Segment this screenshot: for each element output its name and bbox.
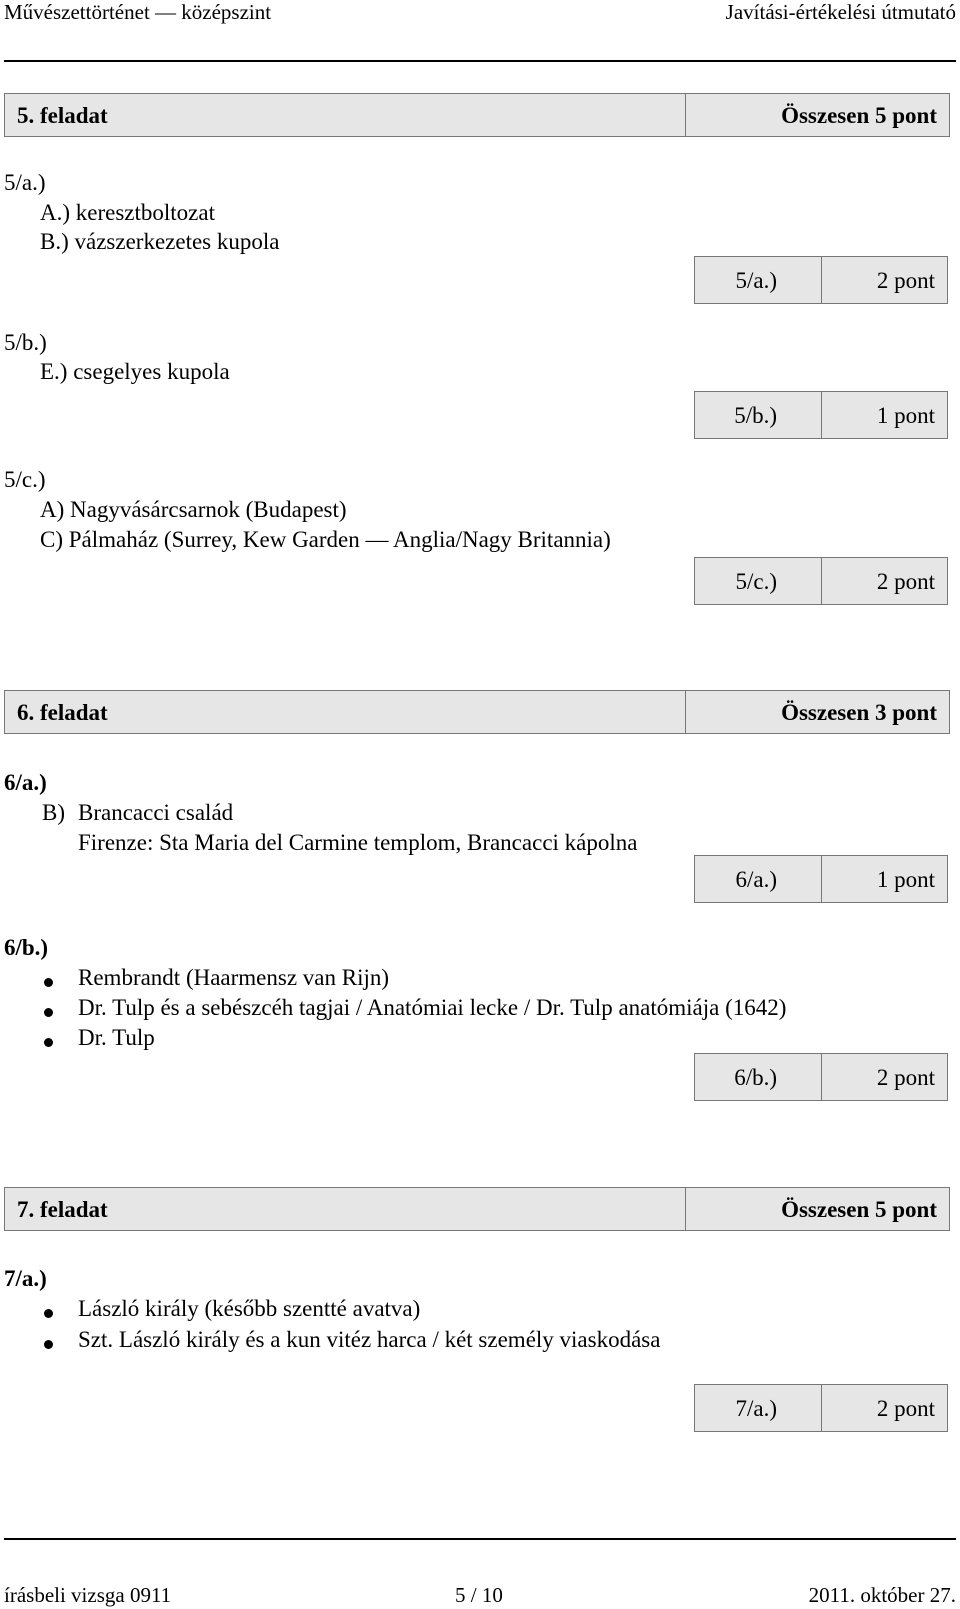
task6a-line-1: Brancacci család bbox=[78, 800, 234, 825]
task6a-score-label: 6/a.) bbox=[735, 867, 777, 892]
task5b-score-box bbox=[694, 391, 948, 439]
bullet-icon bbox=[44, 978, 53, 987]
task5b-score-points: 1 pont bbox=[876, 403, 935, 428]
task6b-bullet-1: Rembrandt (Haarmensz van Rijn) bbox=[78, 965, 390, 990]
task6b-bullet-2: Dr. Tulp és a sebészcéh tagjai / Anatómiai lecke / Dr. Tulp anatómiája (1642) bbox=[78, 995, 787, 1020]
task5b-score-label: 5/b.) bbox=[734, 403, 777, 428]
footer-page-number: 5 / 10 bbox=[455, 1583, 503, 1607]
task6-header-divider bbox=[685, 691, 686, 733]
task6a-score-box bbox=[694, 855, 948, 903]
footer-rule bbox=[4, 1538, 956, 1540]
task6-header bbox=[4, 690, 950, 734]
task7a-score-label: 7/a.) bbox=[735, 1396, 777, 1421]
task7a-bullet-1: László király (később szentté avatva) bbox=[78, 1296, 421, 1321]
footer-date: 2011. október 27. bbox=[808, 1583, 956, 1607]
footer-left: írásbeli vizsga 0911 bbox=[4, 1583, 172, 1607]
task6b-label: 6/b.) bbox=[4, 935, 49, 960]
task5c-line-2: C) Pálmaház (Surrey, Kew Garden — Anglia/Nagy Britannia) bbox=[40, 527, 611, 552]
task7-total: Összesen 5 pont bbox=[781, 1197, 937, 1222]
task5c-score-points: 2 pont bbox=[876, 569, 935, 594]
task6-title: 6. feladat bbox=[17, 700, 108, 725]
task6b-score-points: 2 pont bbox=[876, 1065, 935, 1090]
task6a-label: 6/a.) bbox=[4, 770, 47, 795]
task5b-line-1: E.) csegelyes kupola bbox=[40, 359, 230, 384]
task7-title: 7. feladat bbox=[17, 1197, 108, 1222]
task5a-line-1: A.) keresztboltozat bbox=[40, 200, 215, 225]
task5b-label: 5/b.) bbox=[4, 330, 47, 355]
header-rule bbox=[4, 60, 956, 62]
task5a-score-points: 2 pont bbox=[876, 268, 935, 293]
task7a-label: 7/a.) bbox=[4, 1266, 47, 1291]
task5a-score-label: 5/a.) bbox=[735, 268, 777, 293]
task5c-score-box bbox=[694, 557, 948, 605]
bullet-icon bbox=[44, 1340, 53, 1349]
task5c-score-label: 5/c.) bbox=[735, 569, 777, 594]
task7-header bbox=[4, 1187, 950, 1231]
task6a-score-points: 1 pont bbox=[876, 867, 935, 892]
task7a-score-box bbox=[694, 1384, 948, 1432]
task7a-bullet-2: Szt. László király és a kun vitéz harca / két személy viaskodása bbox=[78, 1327, 661, 1352]
task5a-line-2: B.) vázszerkezetes kupola bbox=[40, 229, 280, 254]
task5c-line-1: A) Nagyvásárcsarnok (Budapest) bbox=[40, 497, 347, 522]
task5c-label: 5/c.) bbox=[4, 467, 46, 492]
task5-total: Összesen 5 pont bbox=[781, 103, 937, 128]
task6b-score-label: 6/b.) bbox=[734, 1065, 777, 1090]
header-left: Művészettörténet — középszint bbox=[4, 0, 272, 24]
task6b-bullet-3: Dr. Tulp bbox=[78, 1025, 155, 1050]
task6a-letter: B) bbox=[42, 800, 65, 825]
task6a-line-2: Firenze: Sta Maria del Carmine templom, Brancacci kápolna bbox=[78, 830, 638, 855]
task5-header bbox=[4, 93, 950, 137]
task5a-score-box bbox=[694, 256, 948, 304]
task7-header-divider bbox=[685, 1188, 686, 1230]
task5-header-divider bbox=[685, 94, 686, 136]
header-right: Javítási-értékelési útmutató bbox=[725, 0, 956, 24]
bullet-icon bbox=[44, 1038, 53, 1047]
task5-title: 5. feladat bbox=[17, 103, 108, 128]
bullet-icon bbox=[44, 1309, 53, 1318]
task7a-score-points: 2 pont bbox=[876, 1396, 935, 1421]
task5a-label: 5/a.) bbox=[4, 170, 46, 195]
task6b-score-box bbox=[694, 1053, 948, 1101]
bullet-icon bbox=[44, 1008, 53, 1017]
task6-total: Összesen 3 pont bbox=[781, 700, 937, 725]
